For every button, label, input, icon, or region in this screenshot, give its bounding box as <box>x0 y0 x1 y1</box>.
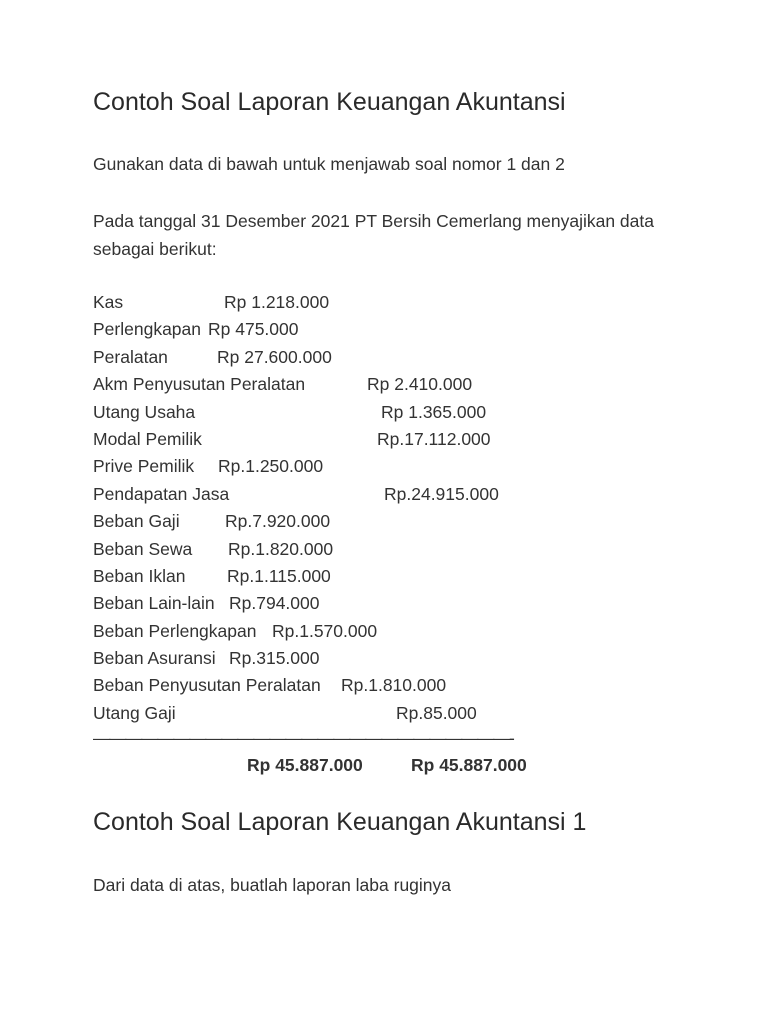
account-row <box>93 399 713 426</box>
account-label: Beban Sewa <box>93 538 193 559</box>
account-label: Beban Iklan <box>93 565 186 586</box>
account-label: Beban Penyusutan Peralatan <box>93 675 321 696</box>
account-list <box>93 289 713 727</box>
account-amount: Rp.7.920.000 <box>225 511 331 532</box>
account-label: Beban Gaji <box>93 511 180 532</box>
total-debit: Rp 45.887.000 <box>247 755 363 775</box>
account-amount: Rp.1.810.000 <box>341 675 447 696</box>
question-text: Dari data di atas, buatlah laporan laba ruginya <box>93 875 452 895</box>
account-row <box>93 536 713 563</box>
account-amount: Rp.315.000 <box>229 648 320 669</box>
account-label: Beban Asuransi <box>93 648 216 669</box>
account-amount: Rp 1.365.000 <box>381 401 487 422</box>
divider-line: ——————————————————————————- <box>93 728 514 748</box>
account-row <box>93 672 713 699</box>
intro-text: Gunakan data di bawah untuk menjawab soal nomor 1 dan 2 <box>93 154 565 174</box>
account-amount: Rp 475.000 <box>208 319 299 340</box>
account-row <box>93 645 713 672</box>
page-title: Contoh Soal Laporan Keuangan Akuntansi <box>93 88 566 116</box>
account-label: Kas <box>93 292 124 312</box>
account-row <box>93 316 713 343</box>
account-label: Perlengkapan <box>93 319 201 340</box>
account-row <box>93 618 713 645</box>
account-amount: Rp 27.600.000 <box>217 346 332 367</box>
account-label: Modal Pemilik <box>93 428 202 449</box>
account-row <box>93 508 713 535</box>
account-row <box>93 700 713 727</box>
account-amount: Rp.24.915.000 <box>384 483 499 504</box>
account-amount: Rp.1.570.000 <box>272 620 378 641</box>
account-row <box>93 344 713 371</box>
data-intro-text: Pada tanggal 31 Desember 2021 PT Bersih Cemerlang menyajikan data sebagai berikut: <box>93 211 654 259</box>
account-amount: Rp.1.115.000 <box>227 565 331 586</box>
account-amount: Rp.85.000 <box>396 702 477 723</box>
account-row <box>93 289 713 316</box>
account-label: Utang Gaji <box>93 702 176 723</box>
account-amount: Rp.794.000 <box>229 593 320 614</box>
account-amount: Rp 1.218.000 <box>224 292 330 312</box>
account-label: Pendapatan Jasa <box>93 483 230 504</box>
account-label: Utang Usaha <box>93 401 196 422</box>
account-row <box>93 453 713 480</box>
account-row <box>93 426 713 453</box>
total-credit: Rp 45.887.000 <box>411 755 527 775</box>
account-row <box>93 590 713 617</box>
account-row <box>93 481 713 508</box>
section-title: Contoh Soal Laporan Keuangan Akuntansi 1 <box>93 808 587 836</box>
account-row <box>93 563 713 590</box>
account-row <box>93 371 713 398</box>
account-label: Peralatan <box>93 346 168 367</box>
account-label: Prive Pemilik <box>93 456 195 477</box>
account-amount: Rp 2.410.000 <box>367 374 473 395</box>
account-amount: Rp.1.820.000 <box>228 538 334 559</box>
account-amount: Rp.1.250.000 <box>218 456 324 477</box>
account-label: Beban Perlengkapan <box>93 620 257 641</box>
account-label: Akm Penyusutan Peralatan <box>93 374 306 395</box>
account-label: Beban Lain-lain <box>93 593 215 614</box>
account-amount: Rp.17.112.000 <box>377 428 491 449</box>
